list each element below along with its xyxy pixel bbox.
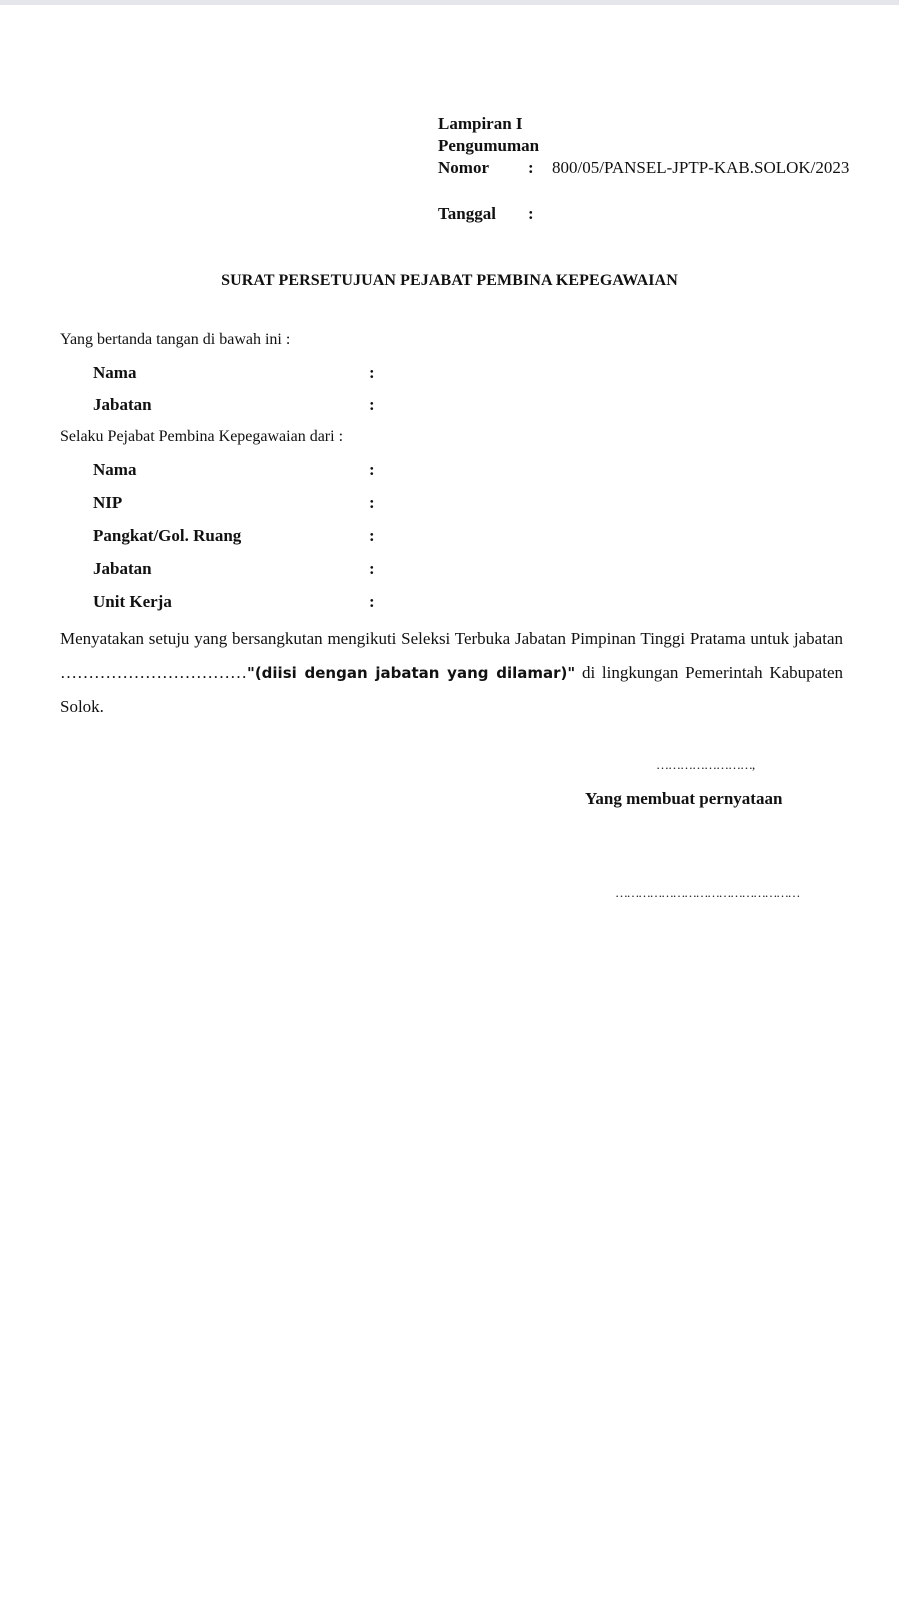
- statement-text: Menyatakan setuju yang bersangkutan mengikuti Seleksi Terbuka Jabatan Pimpinan Tinggi Pratama untuk jabatan: [60, 629, 843, 648]
- field-colon: :: [369, 559, 375, 578]
- field-row-nama: [93, 460, 383, 480]
- document-title: SURAT PERSETUJUAN PEJABAT PEMBINA KEPEGAWAIAN: [221, 272, 678, 289]
- tanggal-colon: :: [528, 204, 534, 223]
- field-label: Jabatan: [93, 395, 152, 414]
- field-label: Unit Kerja: [93, 592, 172, 611]
- signer-label: Yang membuat pernyataan: [585, 789, 783, 808]
- field-label: Pangkat/Gol. Ruang: [93, 526, 242, 545]
- field-row-unit-kerja: [93, 592, 383, 612]
- signature-line: …………………………………………: [615, 885, 799, 900]
- field-label: Nama: [93, 363, 137, 382]
- date-placeholder: ……………………,: [656, 757, 755, 772]
- field-colon: :: [369, 493, 375, 512]
- section2-intro: Selaku Pejabat Pembina Kepegawaian dari :: [60, 428, 344, 445]
- field-colon: :: [369, 395, 375, 414]
- field-row-nip: [93, 493, 383, 513]
- field-label: Jabatan: [93, 559, 152, 578]
- pengumuman-label: Pengumuman: [438, 136, 540, 155]
- document-page: [0, 5, 899, 1599]
- statement-paragraph: [60, 622, 843, 724]
- field-colon: :: [369, 592, 375, 611]
- lampiran-label: Lampiran I: [438, 114, 523, 133]
- statement-bold-note: "(diisi dengan jabatan yang dilamar)": [247, 664, 576, 682]
- tanggal-label: Tanggal: [438, 204, 496, 223]
- field-row-jabatan: [93, 395, 383, 415]
- nomor-value: 800/05/PANSEL-JPTP-KAB.SOLOK/2023: [552, 158, 850, 177]
- section1-intro: Yang bertanda tangan di bawah ini :: [60, 331, 291, 348]
- field-colon: :: [369, 460, 375, 479]
- nomor-colon: :: [528, 158, 534, 177]
- field-row-nama: [93, 363, 383, 383]
- header-block: [438, 113, 849, 225]
- field-colon: :: [369, 363, 375, 382]
- nomor-row: [438, 157, 849, 179]
- field-label: NIP: [93, 493, 123, 512]
- field-row-jabatan: [93, 559, 383, 579]
- tanggal-row: [438, 203, 849, 225]
- field-row-pangkat: [93, 526, 383, 546]
- statement-text-end: di lingkungan Pemerintah Kabupaten Solok.: [60, 663, 843, 716]
- field-colon: :: [369, 526, 375, 545]
- field-label: Nama: [93, 460, 137, 479]
- jabatan-blank: ……………………………: [60, 663, 247, 682]
- nomor-label: Nomor: [438, 158, 489, 177]
